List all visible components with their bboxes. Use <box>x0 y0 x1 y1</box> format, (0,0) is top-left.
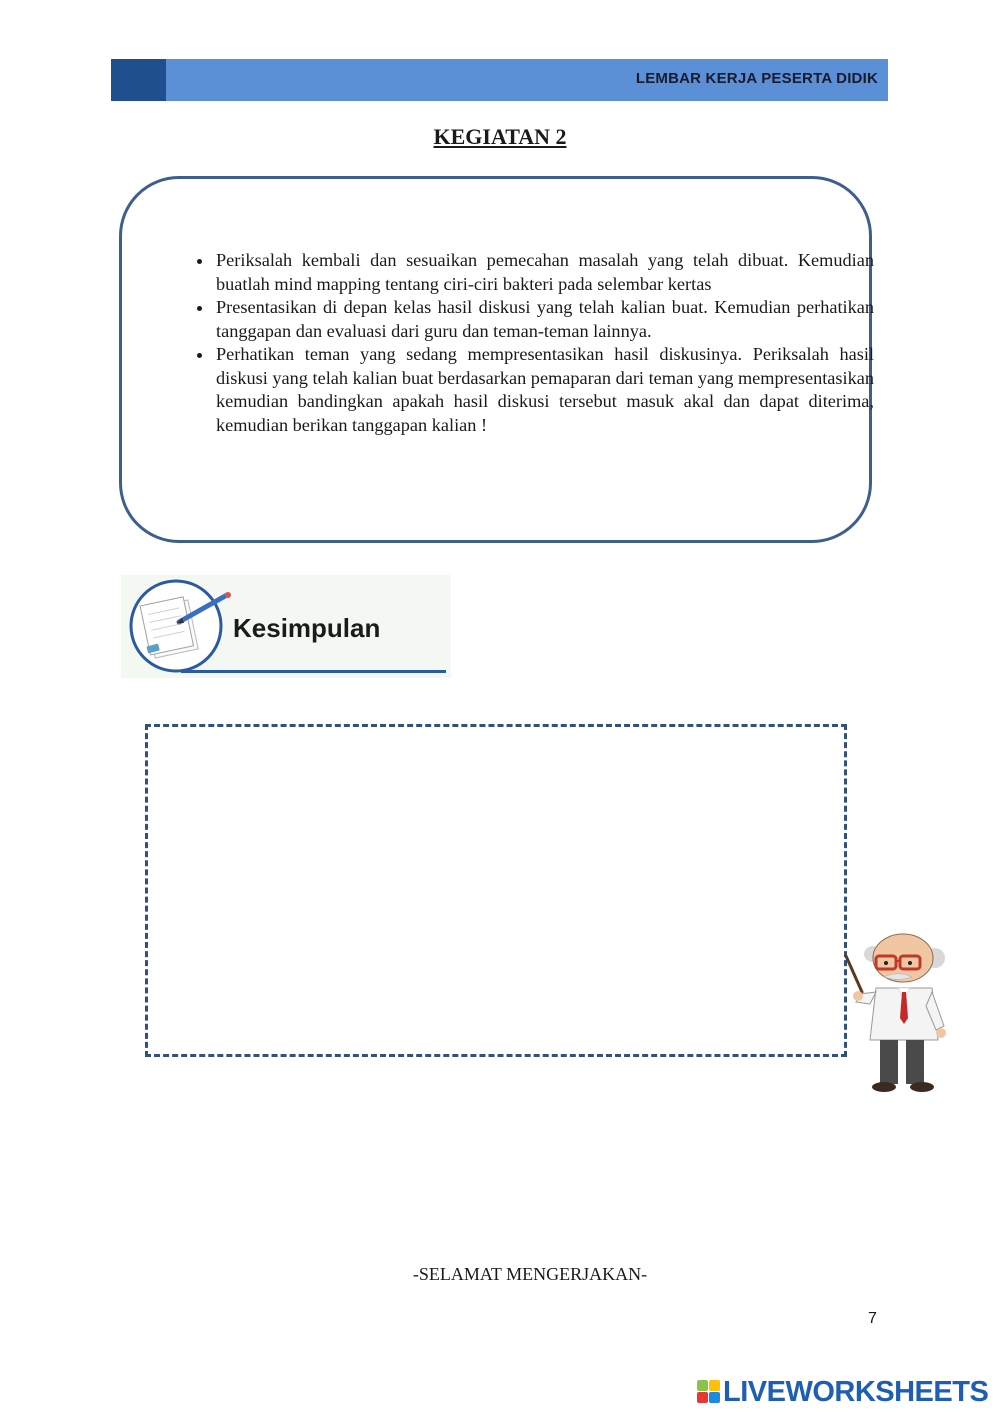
instruction-item: • Periksalah kembali dan sesuaikan pemecahan masalah yang telah dibuat. Kemudian buatlah mind mapping tentang ciri-ciri bakteri pada selembar kertas <box>214 249 874 296</box>
header-title: LEMBAR KERJA PESERTA DIDIK <box>635 70 878 87</box>
header-bar <box>111 59 888 101</box>
instruction-item: • Presentasikan di depan kelas hasil diskusi yang telah kalian buat. Kemudian perhatikan tanggapan dan evaluasi dari guru dan teman-teman lainnya. <box>214 296 874 343</box>
conclusion-underline <box>181 670 446 673</box>
activity-title: KEGIATAN 2 <box>433 124 567 149</box>
notes-pencil-icon <box>121 575 231 678</box>
liveworksheets-icon <box>697 1380 721 1404</box>
conclusion-banner <box>121 575 451 678</box>
instruction-item: • Perhatikan teman yang sedang mempresentasikan hasil diskusinya. Periksalah hasil diskusi yang telah kalian buat berdasarkan pemaparan dari teman yang mempresentasikan kemudian bandingkan apakah hasil diskusi tersebut masuk akal dan dapat diterima, kemudian berikan tanggapan kalian ! <box>214 343 874 437</box>
conclusion-answer-box[interactable] <box>145 724 847 1057</box>
header-accent-block <box>111 59 166 101</box>
instructions-list <box>184 249 874 437</box>
brand-name: LIVEWORKSHEETS <box>723 1376 989 1408</box>
page-number: 7 <box>868 1310 877 1327</box>
instructions-box <box>119 176 872 543</box>
conclusion-heading: Kesimpulan <box>233 613 381 643</box>
closing-text: -SELAMAT MENGERJAKAN- <box>412 1264 648 1284</box>
professor-pointer-icon <box>840 930 950 1095</box>
